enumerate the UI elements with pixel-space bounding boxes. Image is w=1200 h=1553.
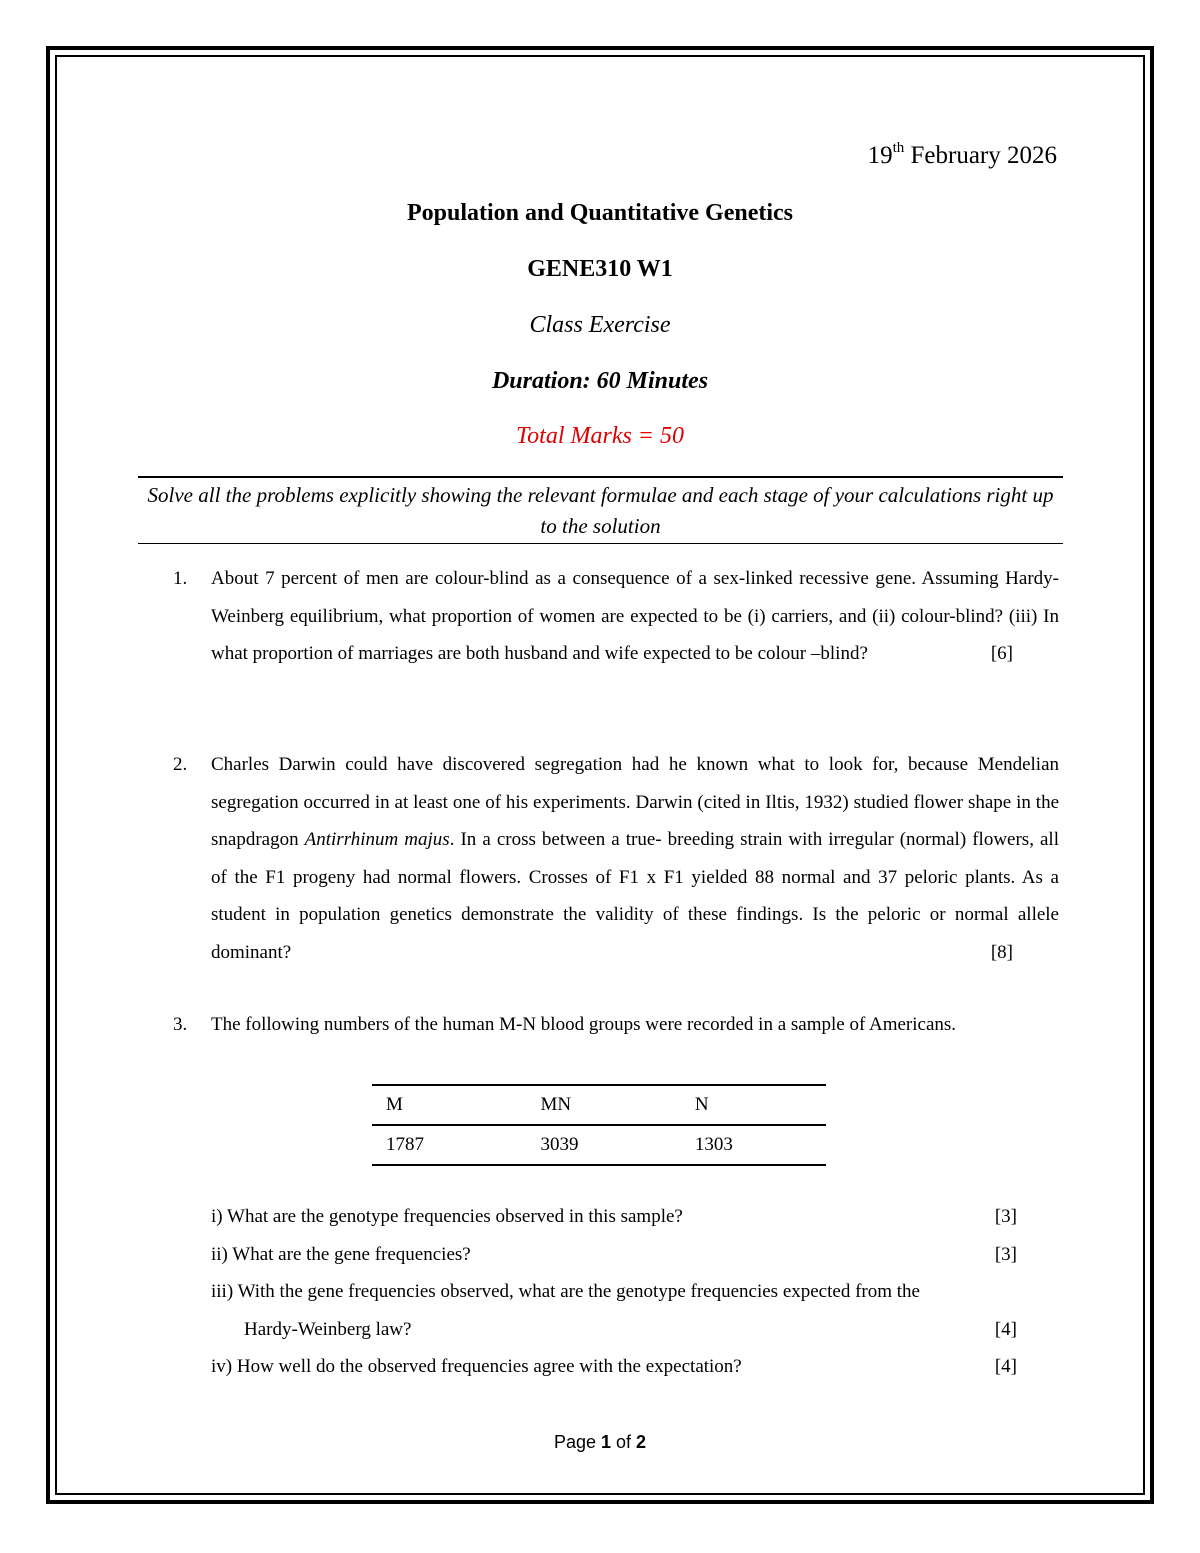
sub-question [211, 1273, 1017, 1311]
question-marks: [6] [990, 643, 1013, 664]
question-3-parts [211, 1198, 1017, 1386]
question-text: The following numbers of the human M-N blood groups were recorded in a sample of Americans. [211, 1014, 957, 1035]
sub-question-marks: [4] [994, 1318, 1017, 1340]
sub-question [211, 1236, 1017, 1274]
sub-question-marks: [3] [994, 1206, 1017, 1227]
sub-question-text: iv) How well do the observed frequencies agree with the expectation? [211, 1356, 742, 1377]
sub-question [211, 1348, 1017, 1386]
question-text: Charles Darwin could have discovered segregation had he known what to look for, because Mendelian segregation occurred in at least one of his experiments. Darwin (cited in Iltis, 1932) studied flower shape in the snapdragon [211, 754, 1059, 850]
table-header-row [372, 1086, 826, 1124]
sub-question-text: Hardy-Weinberg law? [244, 1318, 412, 1340]
question-number: 3. [173, 1014, 188, 1035]
question-2 [173, 746, 1059, 971]
sub-question-marks: [4] [994, 1356, 1017, 1377]
question-number: 1. [173, 568, 188, 589]
sub-question [211, 1198, 1017, 1236]
course-title: Population and Quantitative Genetics [406, 200, 794, 226]
blood-group-table [372, 1084, 826, 1166]
sub-question-continuation [211, 1311, 1017, 1349]
question-number: 2. [173, 754, 188, 775]
table-header: MN [540, 1094, 572, 1115]
sub-question-text: i) What are the genotype frequencies observed in this sample? [211, 1206, 683, 1227]
table-cell: 1303 [694, 1134, 733, 1155]
question-3 [173, 1006, 1059, 1044]
exam-date: 19th February 2026 [867, 140, 1057, 169]
species-name: Antirrhinum majus [304, 829, 450, 850]
table-header: M [386, 1094, 403, 1115]
table-cell: 3039 [540, 1134, 579, 1155]
question-text: About 7 percent of men are colour-blind as a consequence of a sex-linked recessive gene. Assuming Hardy-Weinberg equilibrium, what proportion of women are expected to be (i) carriers, and (ii) colour-blind? (iii) In what proportion of marriages are both husband and wife expected to be colour –blind? [211, 568, 1059, 664]
instructions: Solve all the problems explicitly showing the relevant formulae and each stage of your calculations right up to the solution [147, 483, 1054, 538]
divider-bottom [138, 543, 1063, 544]
course-code: GENE310 W1 [527, 256, 673, 282]
question-marks: [8] [990, 941, 1013, 963]
divider-top [138, 476, 1063, 478]
exercise-type: Class Exercise [529, 312, 671, 338]
table-cell: 1787 [386, 1134, 424, 1155]
exam-duration: Duration: 60 Minutes [491, 368, 709, 394]
total-marks: Total Marks = 50 [516, 423, 684, 449]
question-1 [173, 560, 1059, 673]
sub-question-text: iii) With the gene frequencies observed, what are the genotype frequencies expected from the [211, 1281, 920, 1302]
table-header: N [694, 1094, 709, 1115]
question-text-cont: . In a cross between a true- breeding strain with irregular (normal) flowers, all of the F1 progeny had normal flowers. Crosses of F1 x F1 yielded 88 normal and 37 peloric plants. As a student in population genetics demonstrate the validity of these findings. Is the peloric or normal allele dominant? [211, 829, 1059, 963]
page-number: Page 1 of 2 [553, 1432, 647, 1452]
table-row [372, 1126, 826, 1164]
sub-question-marks: [3] [994, 1243, 1017, 1265]
sub-question-text: ii) What are the gene frequencies? [211, 1243, 471, 1265]
